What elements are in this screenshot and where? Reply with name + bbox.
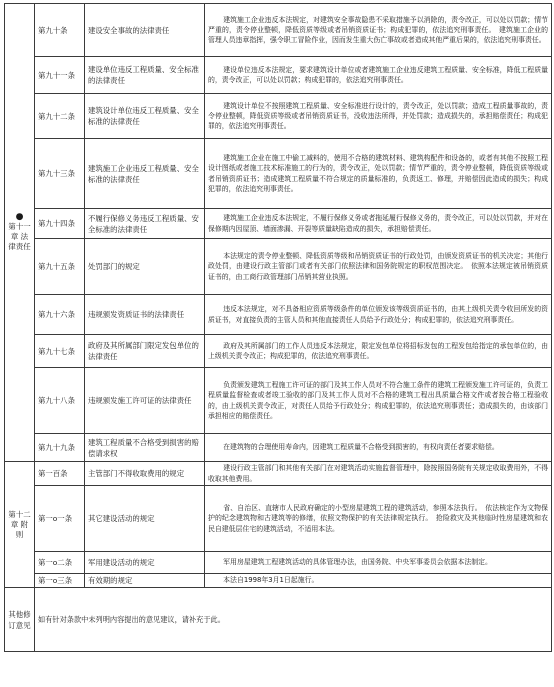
article-title: 不履行保修义务违反工程质量、安全标准的法律责任 <box>85 209 205 239</box>
article-number: 第一o一条 <box>35 486 85 552</box>
chapter-12-label: 第十二章 附则 <box>8 509 31 539</box>
bullet-dot-icon: ● <box>15 212 24 222</box>
article-number: 第九十六条 <box>35 295 85 335</box>
article-text[interactable]: 建设行政主管部门和其他有关部门在对建筑活动实施监督管理中，除按照国务院有关规定收取费用外，不得收取其他费用。 <box>205 462 552 486</box>
article-number: 第九十二条 <box>35 94 85 139</box>
article-title: 建筑设计单位违反工程质量、安全标准的法律责任 <box>85 94 205 139</box>
article-number: 第九十四条 <box>35 209 85 239</box>
article-text[interactable]: 建设单位违反本法规定，要求建筑设计单位或者建筑施工企业违反建筑工程质量、安全标准，降低工程质量的，责令改正，可以处以罚款；构成犯罪的，依法追究刑事责任。 <box>205 57 552 94</box>
article-text[interactable]: 本法规定的责令停业整顿、降低资质等级和吊销资质证书的行政处罚，由颁发资质证书的机关决定；其他行政处罚，由建设行政主管部门或者有关部门依照法律和国务院规定的职权范围决定。 依照本法规定被吊销资质证书的，由工商行政管理部门吊销其营业执照。 <box>205 239 552 295</box>
article-title: 政府及其所属部门限定发包单位的法律责任 <box>85 335 205 368</box>
chapter-11-cell <box>5 4 35 462</box>
article-number: 第一o二条 <box>35 552 85 574</box>
article-text[interactable]: 军用房屋建筑工程建筑活动的具体管理办法，由国务院、中央军事委员会依据本法制定。 <box>205 552 552 574</box>
article-number: 第九十三条 <box>35 139 85 209</box>
table-row <box>5 434 552 462</box>
article-number: 第一百条 <box>35 462 85 486</box>
other-opinions-field[interactable] <box>35 588 552 652</box>
article-text[interactable]: 违反本法规定，对不具备相应资质等级条件的单位颁发该等级资质证书的，由其上级机关责令收回所发的资质证书，对直接负责的主管人员和其他直接责任人员给予行政处分；构成犯罪的，依法追究刑事责任。 <box>205 295 552 335</box>
table-row <box>5 4 552 57</box>
article-number: 第一o三条 <box>35 574 85 588</box>
article-text[interactable]: 本法自1998年3月1日起施行。 <box>205 574 552 588</box>
table-row <box>5 94 552 139</box>
table-row <box>5 335 552 368</box>
article-title: 军用建设活动的规定 <box>85 552 205 574</box>
article-title: 处罚部门的规定 <box>85 239 205 295</box>
chapter-11-label: 第十一章 法律责任 <box>8 222 31 251</box>
other-opinions-label: 其他修订意见 <box>5 588 35 652</box>
table-row <box>5 588 552 652</box>
article-number: 第九十一条 <box>35 57 85 94</box>
article-text[interactable]: 建筑施工企业在施工中偷工减料的，使用不合格的建筑材料、建筑构配件和设备的，或者有其他不按照工程设计图纸或者施工技术标准施工的行为的，责令改正，处以罚款；情节严重的，责令停业整顿，降低资质等级或者吊销资质证书；造成建筑工程质量不符合规定的质量标准的，负责返工、修理，并赔偿因此造成的损失；构成犯罪的，依法追究刑事责任。 <box>205 139 552 209</box>
article-number: 第九十九条 <box>35 434 85 462</box>
article-text[interactable]: 省、自治区、直辖市人民政府确定的小型房屋建筑工程的建筑活动，参照本法执行。 依法核定作为文物保护的纪念建筑物和古建筑等的修缮，依照文物保护的有关法律规定执行。 抢险救灾及其他临时性房屋建筑和农民自建低层住宅的建筑活动，不适用本法。 <box>205 486 552 552</box>
article-text[interactable]: 建筑设计单位不按照建筑工程质量、安全标准进行设计的，责令改正，处以罚款；造成工程质量事故的，责令停业整顿，降低资质等级或者吊销资质证书，没收违法所得，并处罚款；造成损失的，承担赔偿责任；构成犯罪的，依法追究刑事责任。 <box>205 94 552 139</box>
opinion-table <box>4 3 552 652</box>
article-text[interactable]: 建筑施工企业违反本法规定，不履行保修义务或者拖延履行保修义务的，责令改正，可以处以罚款，并对在保修期内因屋顶、墙面渗漏、开裂等质量缺陷造成的损失，承担赔偿责任。 <box>205 209 552 239</box>
article-text[interactable]: 在建筑物的合理使用寿命内，因建筑工程质量不合格受到损害的，有权向责任者要求赔偿。 <box>205 434 552 462</box>
table-row <box>5 239 552 295</box>
table-row <box>5 552 552 574</box>
article-text[interactable]: 建筑施工企业违反本法规定，对建筑安全事故隐患不采取措施予以消除的，责令改正，可以处以罚款；情节严重的，责令停业整顿，降低资质等级或者吊销资质证书；构成犯罪的，依法追究刑事责任。 建筑施工企业的管理人员违章指挥，强令职工冒险作业，因而发生重大伤亡事故或者造成其他严重后果的，依法追究刑事责任。 <box>205 4 552 57</box>
table-row <box>5 368 552 434</box>
article-text[interactable]: 负责颁发建筑工程施工许可证的部门及其工作人员对不符合施工条件的建筑工程颁发施工许可证的，负责工程质量监督检查或者竣工验收的部门及其工作人员对不合格的建筑工程出具质量合格文件或者按合格工程验收的，由上级机关责令改正，对责任人员给予行政处分；构成犯罪的，依法追究刑事责任；造成损失的，由该部门承担相应的赔偿责任。 <box>205 368 552 434</box>
article-number: 第九十七条 <box>35 335 85 368</box>
table-row <box>5 209 552 239</box>
article-title: 其它建设活动的规定 <box>85 486 205 552</box>
article-title: 建筑工程质量不合格受到损害的赔偿请求权 <box>85 434 205 462</box>
table-row <box>5 486 552 552</box>
table-row <box>5 574 552 588</box>
article-title: 主管部门不得收取费用的规定 <box>85 462 205 486</box>
table-row <box>5 139 552 209</box>
article-number: 第九十八条 <box>35 368 85 434</box>
chapter-12-cell <box>5 462 35 588</box>
article-title: 违规颁发施工许可证的法律责任 <box>85 368 205 434</box>
table-row <box>5 295 552 335</box>
article-title: 建设安全事故的法律责任 <box>85 4 205 57</box>
table-row <box>5 462 552 486</box>
article-title: 建筑施工企业违反工程质量、安全标准的法律责任 <box>85 139 205 209</box>
article-number: 第九十五条 <box>35 239 85 295</box>
article-number: 第九十条 <box>35 4 85 57</box>
article-title: 有效期的规定 <box>85 574 205 588</box>
table-row <box>5 57 552 94</box>
article-text[interactable]: 政府及其所属部门的工作人员违反本法规定，限定发包单位将招标发包的工程发包给指定的承包单位的，由上级机关责令改正；构成犯罪的，依法追究刑事责任。 <box>205 335 552 368</box>
article-title: 违规颁发资质证书的法律责任 <box>85 295 205 335</box>
article-title: 建设单位违反工程质量、安全标准的法律责任 <box>85 57 205 94</box>
other-opinions-note: 如有针对条款中未列明内容提出的意见建议，请补充于此。 <box>38 615 225 624</box>
